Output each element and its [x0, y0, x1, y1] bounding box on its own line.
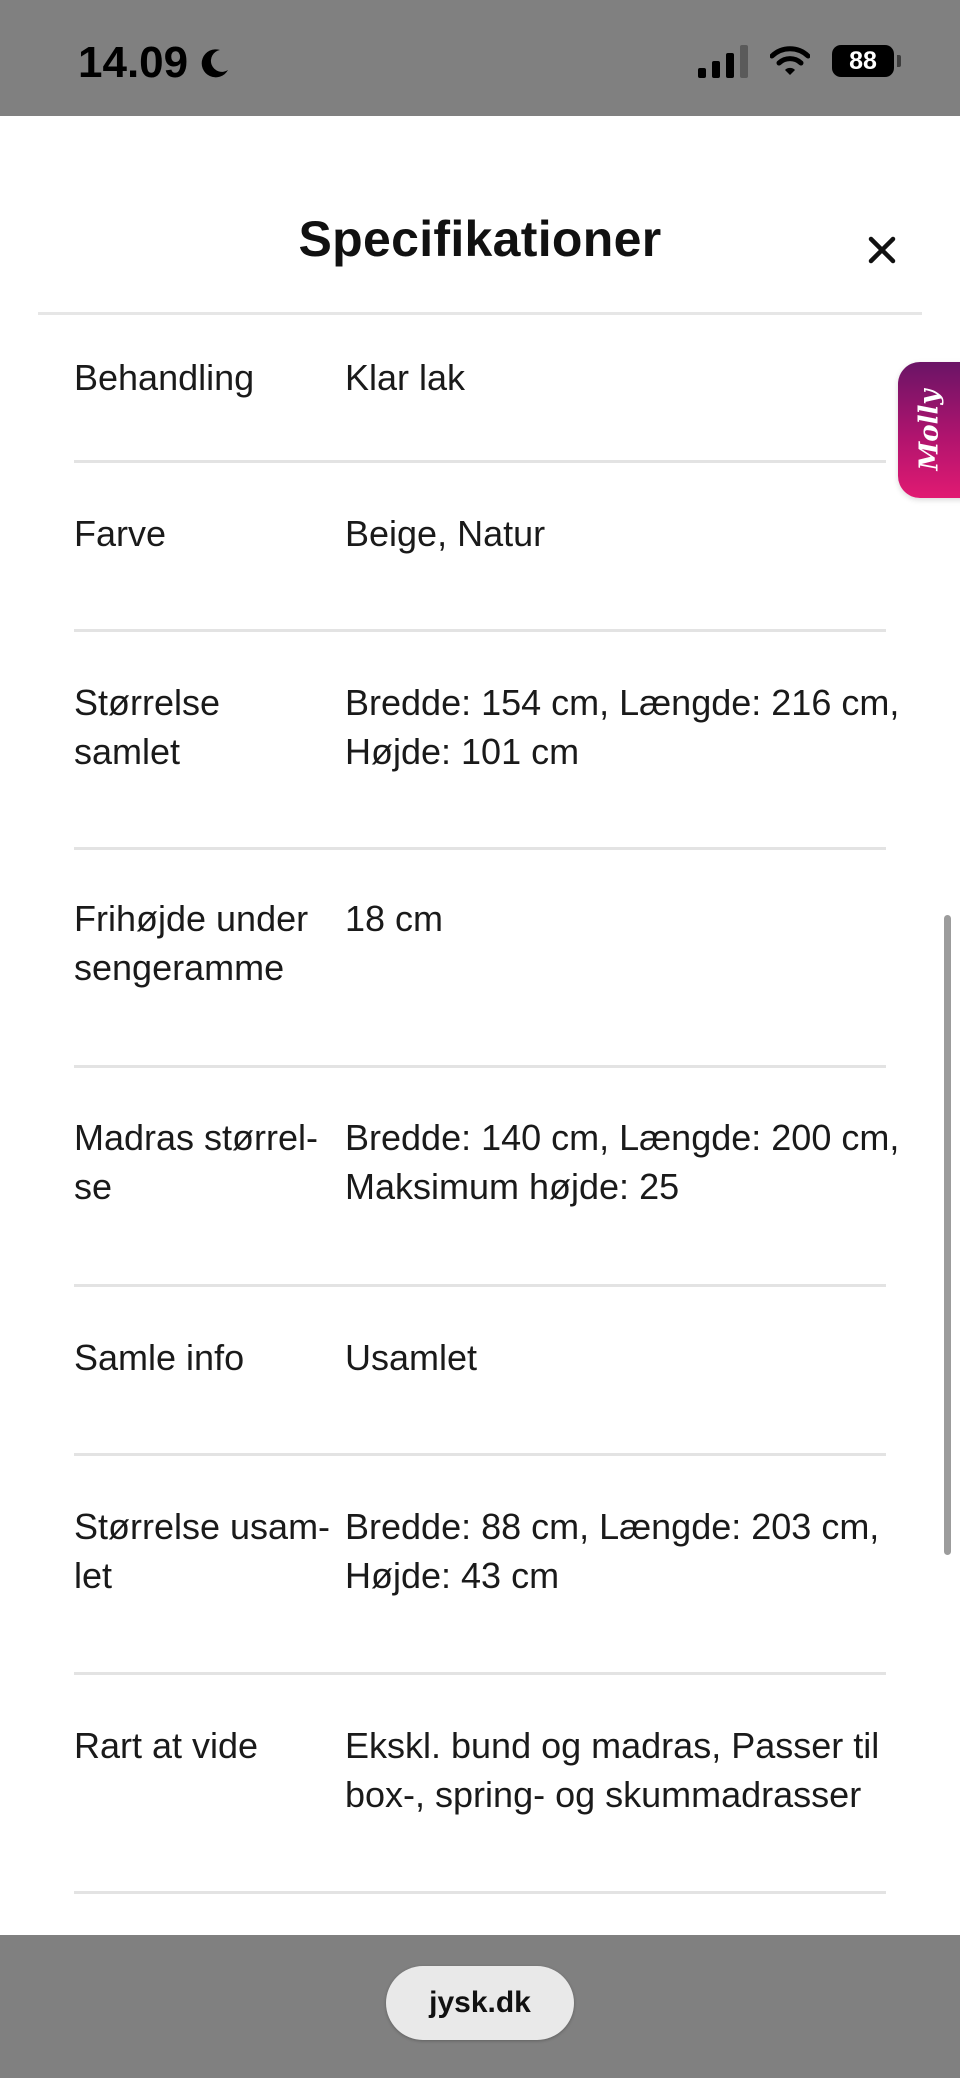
spec-value: Bredde: 140 cm, Længde: 200 cm, Maksimum højde: 25 [345, 1117, 900, 1207]
spec-value: Bredde: 88 cm, Længde: 203 cm, Højde: 43 cm [345, 1506, 880, 1596]
status-bar [0, 0, 960, 116]
spec-label: Størrelse usam-let [74, 1506, 331, 1596]
spec-label: Samle info [74, 1337, 245, 1378]
page-title: Specifikationer [298, 211, 662, 267]
scrollbar[interactable] [944, 915, 951, 1555]
spec-row [74, 1675, 886, 1894]
spec-value: Beige, Natur [345, 513, 546, 554]
spec-label: Farve [74, 513, 167, 554]
spec-row [74, 315, 886, 463]
spec-label: Madras størrel-se [74, 1117, 319, 1207]
spec-value: Usamlet [345, 1337, 478, 1378]
status-time-text: 14.09 [78, 38, 189, 87]
spec-value: Klar lak [345, 357, 466, 398]
spec-value: Ekskl. bund og madras, Passer til box-, spring- og skummadrasser [345, 1725, 880, 1815]
close-icon [867, 235, 897, 265]
spec-label: Behandling [74, 357, 255, 398]
wifi-icon [770, 45, 810, 77]
close-button[interactable] [858, 226, 906, 274]
spec-label: Rart at vide [74, 1725, 259, 1766]
spec-row [74, 632, 900, 850]
spec-row [74, 463, 886, 632]
battery-level: 88 [849, 46, 877, 75]
spec-row [74, 850, 886, 1068]
spec-value: 18 cm [345, 898, 444, 939]
spec-row [74, 1287, 886, 1456]
signal-icon [698, 44, 748, 78]
status-time [78, 38, 232, 88]
browser-bottom-bar [0, 1935, 960, 2078]
spec-row [74, 1068, 900, 1287]
spec-value: Bredde: 154 cm, Længde: 216 cm, Højde: 101 cm [345, 682, 900, 772]
molly-label: Molly [913, 389, 944, 471]
url-text: jysk.dk [429, 1986, 531, 2019]
status-indicators [698, 44, 894, 78]
battery-icon [832, 45, 894, 77]
moon-icon [198, 46, 232, 80]
spec-row [74, 1456, 886, 1675]
molly-chat-button[interactable] [898, 362, 960, 498]
spec-label: Størrelse samlet [74, 682, 221, 772]
spec-label: Frihøjde under sengeramme [74, 898, 309, 988]
spec-list [74, 315, 900, 1894]
url-bar[interactable] [386, 1966, 574, 2040]
